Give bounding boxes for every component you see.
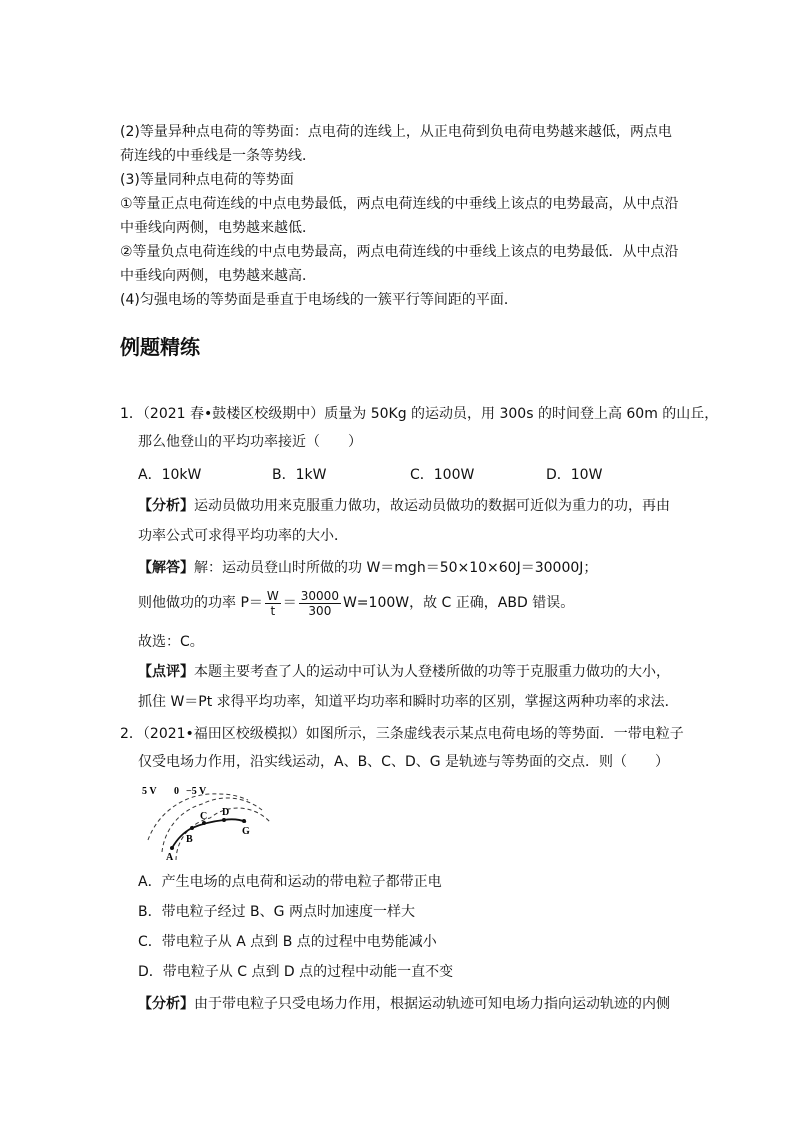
q1-analysis-cont: 功率公式可求得平均功率的大小． [138, 528, 348, 544]
analysis-tag: 【分析】 [138, 996, 194, 1012]
q1-review-cont: 抓住 W＝Pt 求得平均功率，知道平均功率和瞬时功率的区别，掌握这两种功率的求法． [138, 694, 679, 710]
power-prefix: 则他做功的功率 P＝ [138, 595, 263, 611]
review-text: 本题主要考查了人的运动中可认为人登楼所做的功等于克服重力做功的大小， [194, 664, 670, 680]
question-2-stem: 2．（2021•福田区校级模拟）如图所示，三条虚线表示某点电荷电场的等势面．一带电粒子 [120, 726, 684, 742]
q1-choice: 故选：C。 [138, 634, 204, 650]
point-a [170, 846, 174, 850]
text-line: (2)等量异种点电荷的等势面：点电荷的连线上，从正电荷到负电荷电势越来越低，两点电 [120, 124, 672, 140]
q1-review [138, 662, 670, 682]
solution-tag: 【解答】 [138, 560, 194, 576]
power-suffix: W=100W，故 C 正确，ABD 错误。 [342, 595, 575, 611]
label-0v: 0 [174, 786, 179, 797]
question-2-stem-cont: 仅受电场力作用，沿实线运动，A、B、C、D、G 是轨迹与等势面的交点．则（ ） [138, 754, 670, 770]
fraction-numerator: W [266, 588, 279, 603]
q1-option-b: B．1kW [272, 467, 327, 483]
question-1-stem-cont: 那么他登山的平均功率接近（ ） [138, 434, 362, 450]
analysis-text: 由于带电粒子只受电场力作用，根据运动轨迹可知电场力指向运动轨迹的内侧 [194, 996, 670, 1012]
label-minus5v: −5 V [186, 786, 207, 797]
question-1-stem: 1．（2021 春•鼓楼区校级期中）质量为 50Kg 的运动员，用 300s 的时间登上高 60m 的山丘， [120, 406, 719, 422]
equipotential-figure [140, 782, 280, 864]
equipotential-arc-0v [162, 798, 262, 852]
section-heading: 例题精练 [120, 335, 200, 359]
label-b: B [186, 834, 193, 845]
q1-solution [138, 558, 597, 578]
solution-text: 解：运动员登山时所做的功 W＝mgh＝50×10×60J＝30000J； [194, 560, 598, 576]
point-d [222, 818, 226, 822]
text-line: 中垂线向两侧，电势越来越低． [120, 220, 316, 236]
q1-analysis [138, 496, 670, 516]
text-line: ②等量负点电荷连线的中点电势最高，两点电荷连线的中垂线上该点的电势最低．从中点沿 [120, 244, 679, 260]
q1-power-formula [138, 588, 574, 618]
q1-option-c: C．100W [410, 467, 475, 483]
text-line: 中垂线向两侧，电势越来越高． [120, 268, 316, 284]
q2-option-b: B．带电粒子经过 B、G 两点时加速度一样大 [138, 904, 415, 920]
label-g: G [242, 826, 250, 837]
label-d: D [222, 807, 230, 818]
label-5v: 5 V [142, 786, 157, 797]
review-tag: 【点评】 [138, 664, 194, 680]
q1-option-d: D．10W [546, 467, 603, 483]
analysis-tag: 【分析】 [138, 498, 194, 514]
text-line: (4)匀强电场的等势面是垂直于电场线的一簇平行等间距的平面． [120, 292, 518, 308]
point-g [242, 819, 246, 823]
equals-sign: ＝ [282, 595, 297, 611]
fraction-values [299, 589, 341, 618]
analysis-text: 运动员做功用来克服重力做功，故运动员做功的数据可近似为重力的功，再由 [194, 498, 670, 514]
text-line: 荷连线的中垂线是一条等势线． [120, 148, 316, 164]
point-b [190, 826, 194, 830]
fraction-denominator: t [270, 603, 276, 618]
q2-analysis [138, 994, 670, 1014]
fraction-w-over-t [265, 589, 281, 618]
equipotential-arc-5v [148, 794, 248, 840]
q2-option-d: D．带电粒子从 C 点到 D 点的过程中动能一直不变 [138, 964, 454, 980]
text-line: (3)等量同种点电荷的等势面 [120, 172, 294, 188]
fraction-denominator: 300 [308, 603, 332, 618]
q1-option-a: A．10kW [138, 467, 202, 483]
q2-option-c: C．带电粒子从 A 点到 B 点的过程中电势能减小 [138, 934, 437, 950]
label-a: A [166, 852, 174, 863]
q2-option-a: A．产生电场的点电荷和运动的带电粒子都带正电 [138, 874, 442, 890]
label-c: C [200, 811, 208, 822]
fraction-numerator: 30000 [300, 588, 339, 603]
text-line: ①等量正点电荷连线的中点电势最低，两点电荷连线的中垂线上该点的电势最高，从中点沿 [120, 196, 679, 212]
particle-trajectory [172, 819, 246, 848]
